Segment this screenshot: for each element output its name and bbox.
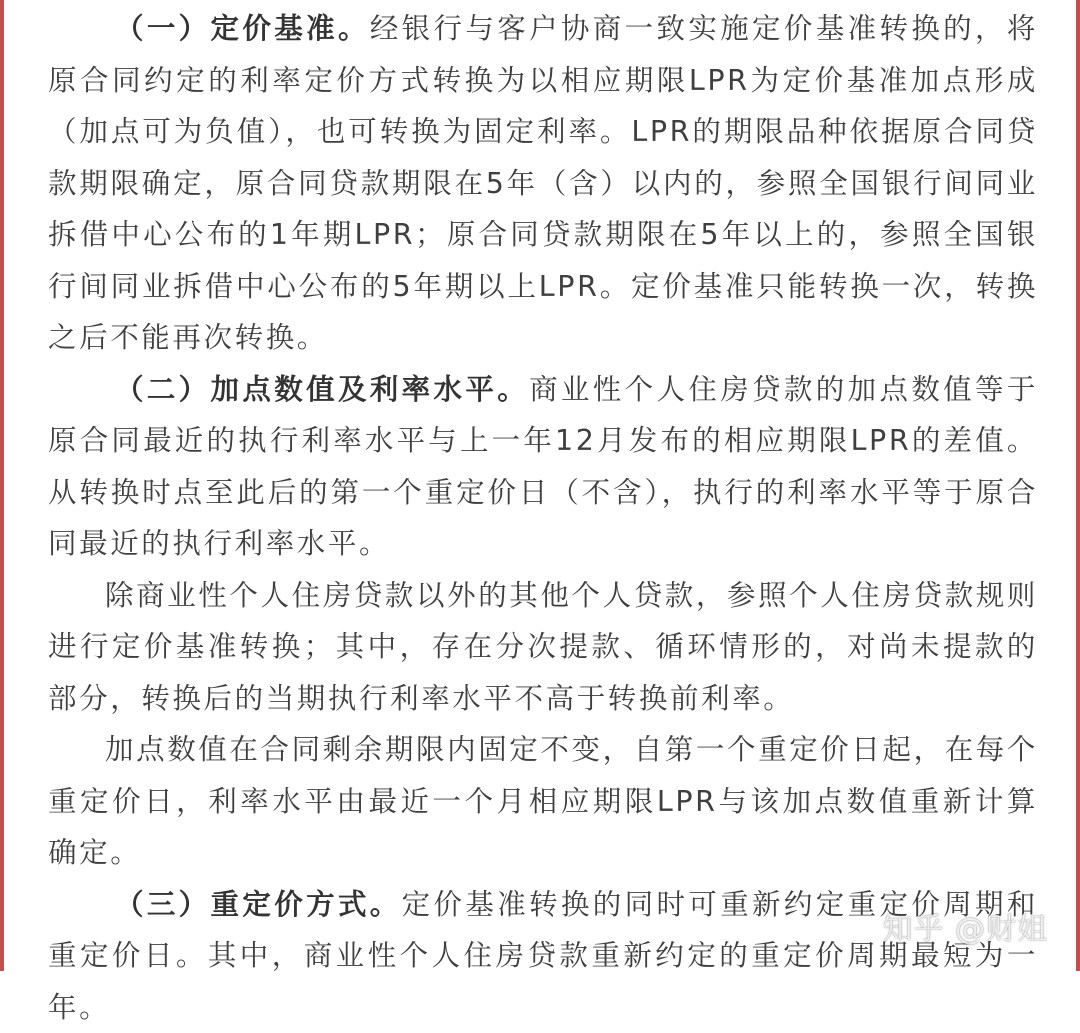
article-body	[48, 3, 1038, 1033]
paragraph-text: 加点数值在合同剩余期限内固定不变，自第一个重定价日起，在每个重定价日，利率水平由最近一个月相应期限LPR与该加点数值重新计算确定。	[48, 733, 1038, 869]
paragraph-text: 经银行与客户协商一致实施定价基准转换的，将原合同约定的利率定价方式转换为以相应期限LPR为定价基准加点形成（加点可为负值），也可转换为固定利率。LPR的期限品种依据原合同贷款期限确定，原合同贷款期限在5年（含）以内的，参照全国银行间同业拆借中心公布的1年期LPR；原合同贷款期限在5年以上的，参照全国银行间同业拆借中心公布的5年期以上LPR。定价基准只能转换一次，转换之后不能再次转换。	[48, 12, 1038, 354]
left-border	[0, 0, 4, 971]
paragraph-other-loans	[48, 570, 1038, 725]
right-border	[1076, 0, 1080, 971]
watermark-text: 知乎 @财姐	[882, 904, 1048, 948]
paragraph-text: 商业性个人住房贷款的加点数值等于原合同最近的执行利率水平与上一年12月发布的相应期限LPR的差值。从转换时点至此后的第一个重定价日（不含），执行的利率水平等于原合同最近的执行利率水平。	[48, 373, 1038, 561]
paragraph-pricing-benchmark	[48, 3, 1038, 364]
section-heading-spread-and-rate: （二）加点数值及利率水平。	[115, 373, 529, 406]
paragraph-repricing-method	[48, 879, 1038, 1033]
paragraph-text: 除商业性个人住房贷款以外的其他个人贷款，参照个人住房贷款规则进行定价基准转换；其中，存在分次提款、循环情形的，对尚未提款的部分，转换后的当期执行利率水平不高于转换前利率。	[48, 579, 1038, 715]
section-heading-repricing-method: （三）重定价方式。	[115, 888, 402, 921]
paragraph-text: 定价基准转换的同时可重新约定重定价周期和重定价日。其中，商业性个人住房贷款重新约定的重定价周期最短为一年。	[48, 888, 1038, 1024]
paragraph-fixed-spread	[48, 724, 1038, 879]
paragraph-spread-and-rate	[48, 364, 1038, 570]
section-heading-pricing-benchmark: （一）定价基准。	[115, 12, 370, 45]
